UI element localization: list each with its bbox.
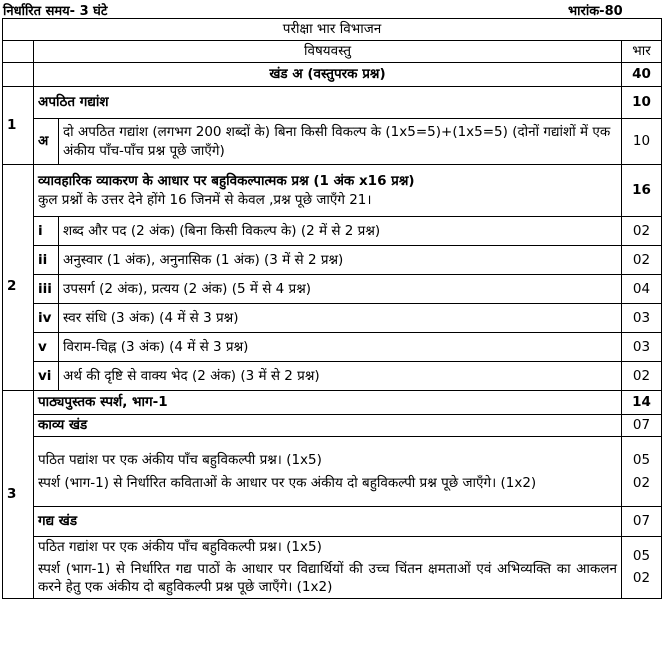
q2-number: 2 — [3, 165, 34, 391]
q1-sub-text: दो अपठित गद्यांश (लगभग 200 शब्दों के) बिना किसी विकल्प के (1x5=5)+(1x5=5) (दोनों गद्यांशों में एक अंकीय पाँच-पाँच प्रश्न पूछे जाएँगे) — [59, 119, 622, 165]
q2-item-row — [3, 304, 662, 333]
q2-item-text: विराम-चिह्न (3 अंक) (4 में से 3 प्रश्न) — [59, 333, 622, 362]
q2-item-row — [3, 275, 662, 304]
kavya-detail-row — [3, 437, 662, 507]
header-content: विषयवस्तु — [34, 41, 622, 63]
q3-number: 3 — [3, 391, 34, 599]
q2-item-marks: 02 — [622, 246, 662, 275]
kavya-line-1-marks: 05 — [632, 452, 651, 469]
q1-number: 1 — [3, 87, 34, 165]
kavya-detail — [34, 437, 622, 507]
q1-sub-label: अ — [34, 119, 59, 165]
gadya-line-2: स्पर्श (भाग-1) से निर्धारित गद्य पाठों के आधार पर विद्यार्थियों की उच्च चिंतन क्षमताओं एवं अभिव्यक्ति का आकलन करने हेतु एक अंकीय दो बहुविकल्पी प्रश्न पूछे जाएँगे। (1x2) — [38, 561, 617, 596]
q2-title: व्यावहारिक व्याकरण के आधार पर बहुविकल्पात्मक प्रश्न (1 अंक x16 प्रश्न) — [38, 173, 415, 190]
gadya-detail — [34, 537, 622, 599]
q2-item-marks: 03 — [622, 333, 662, 362]
gadya-line-1: पठित गद्यांश पर एक अंकीय पाँच बहुविकल्पी प्रश्न। (1x5) — [38, 539, 322, 555]
gadya-line-2-marks: 02 — [632, 570, 651, 587]
q2-cell — [34, 165, 622, 217]
kavya-row — [3, 415, 662, 437]
q2-item-label: v — [34, 333, 59, 362]
q1-marks: 10 — [622, 87, 662, 119]
q2-item-label: i — [34, 217, 59, 246]
q2-item-text: उपसर्ग (2 अंक), प्रत्यय (2 अंक) (5 में से 4 प्रश्न) — [59, 275, 622, 304]
section-a-marks: 40 — [622, 63, 662, 87]
q3-title: पाठ्यपुस्तक स्पर्श, भाग-1 — [34, 391, 622, 415]
header-blank — [3, 41, 34, 63]
q2-item-row — [3, 217, 662, 246]
table-header-row — [3, 41, 662, 63]
q2-item-row — [3, 246, 662, 275]
header-weight: भार — [622, 41, 662, 63]
gadya-detail-marks — [622, 537, 662, 599]
q2-item-label: ii — [34, 246, 59, 275]
q1-row — [3, 87, 662, 119]
table-title-row — [3, 19, 662, 41]
q2-item-text: अनुस्वार (1 अंक), अनुनासिक (1 अंक) (3 में से 2 प्रश्न) — [59, 246, 622, 275]
q2-subtitle: कुल प्रश्नों के उत्तर देने होंगे 16 जिनमें से केवल ,प्रश्न पूछे जाएँगे 21। — [38, 191, 372, 208]
kavya-line-1: पठित पद्यांश पर एक अंकीय पाँच बहुविकल्पी प्रश्न। (1x5) — [38, 452, 322, 469]
q2-item-marks: 04 — [622, 275, 662, 304]
exam-duration: निर्धारित समय- 3 घंटे — [3, 4, 108, 19]
q2-item-label: iv — [34, 304, 59, 333]
q2-item-label: vi — [34, 362, 59, 391]
gadya-row — [3, 507, 662, 537]
q2-item-marks: 03 — [622, 304, 662, 333]
gadya-title: गद्य खंड — [34, 507, 622, 537]
q1-sub-marks: 10 — [622, 119, 662, 165]
table-title: परीक्षा भार विभाजन — [3, 19, 662, 41]
weightage-table — [2, 18, 662, 599]
q2-item-marks: 02 — [622, 362, 662, 391]
gadya-detail-row — [3, 537, 662, 599]
q2-row — [3, 165, 662, 217]
section-a-blank — [3, 63, 34, 87]
kavya-detail-marks — [622, 437, 662, 507]
section-a-row — [3, 63, 662, 87]
kavya-line-2-marks: 02 — [632, 474, 651, 491]
q2-item-row — [3, 362, 662, 391]
page-header — [0, 0, 666, 20]
q2-item-text: शब्द और पद (2 अंक) (बिना किसी विकल्प के) (2 में से 2 प्रश्न) — [59, 217, 622, 246]
q2-marks: 16 — [622, 165, 662, 217]
gadya-line-1-marks: 05 — [632, 548, 651, 565]
kavya-marks: 07 — [622, 415, 662, 437]
kavya-title: काव्य खंड — [34, 415, 622, 437]
q2-item-text: स्वर संधि (3 अंक) (4 में से 3 प्रश्न) — [59, 304, 622, 333]
q1-sub-row — [3, 119, 662, 165]
total-marks: भारांक-80 — [568, 4, 623, 19]
q2-item-row — [3, 333, 662, 362]
q3-row — [3, 391, 662, 415]
gadya-marks: 07 — [622, 507, 662, 537]
q3-marks: 14 — [622, 391, 662, 415]
section-a-title: खंड अ (वस्तुपरक प्रश्न) — [34, 63, 622, 87]
q2-item-label: iii — [34, 275, 59, 304]
kavya-line-2: स्पर्श (भाग-1) से निर्धारित कविताओं के आधार पर एक अंकीय दो बहुविकल्पी प्रश्न पूछे जाएँगे। (1x2) — [38, 474, 537, 491]
q2-item-marks: 02 — [622, 217, 662, 246]
q2-item-text: अर्थ की दृष्टि से वाक्य भेद (2 अंक) (3 में से 2 प्रश्न) — [59, 362, 622, 391]
q1-title: अपठित गद्यांश — [34, 87, 622, 119]
